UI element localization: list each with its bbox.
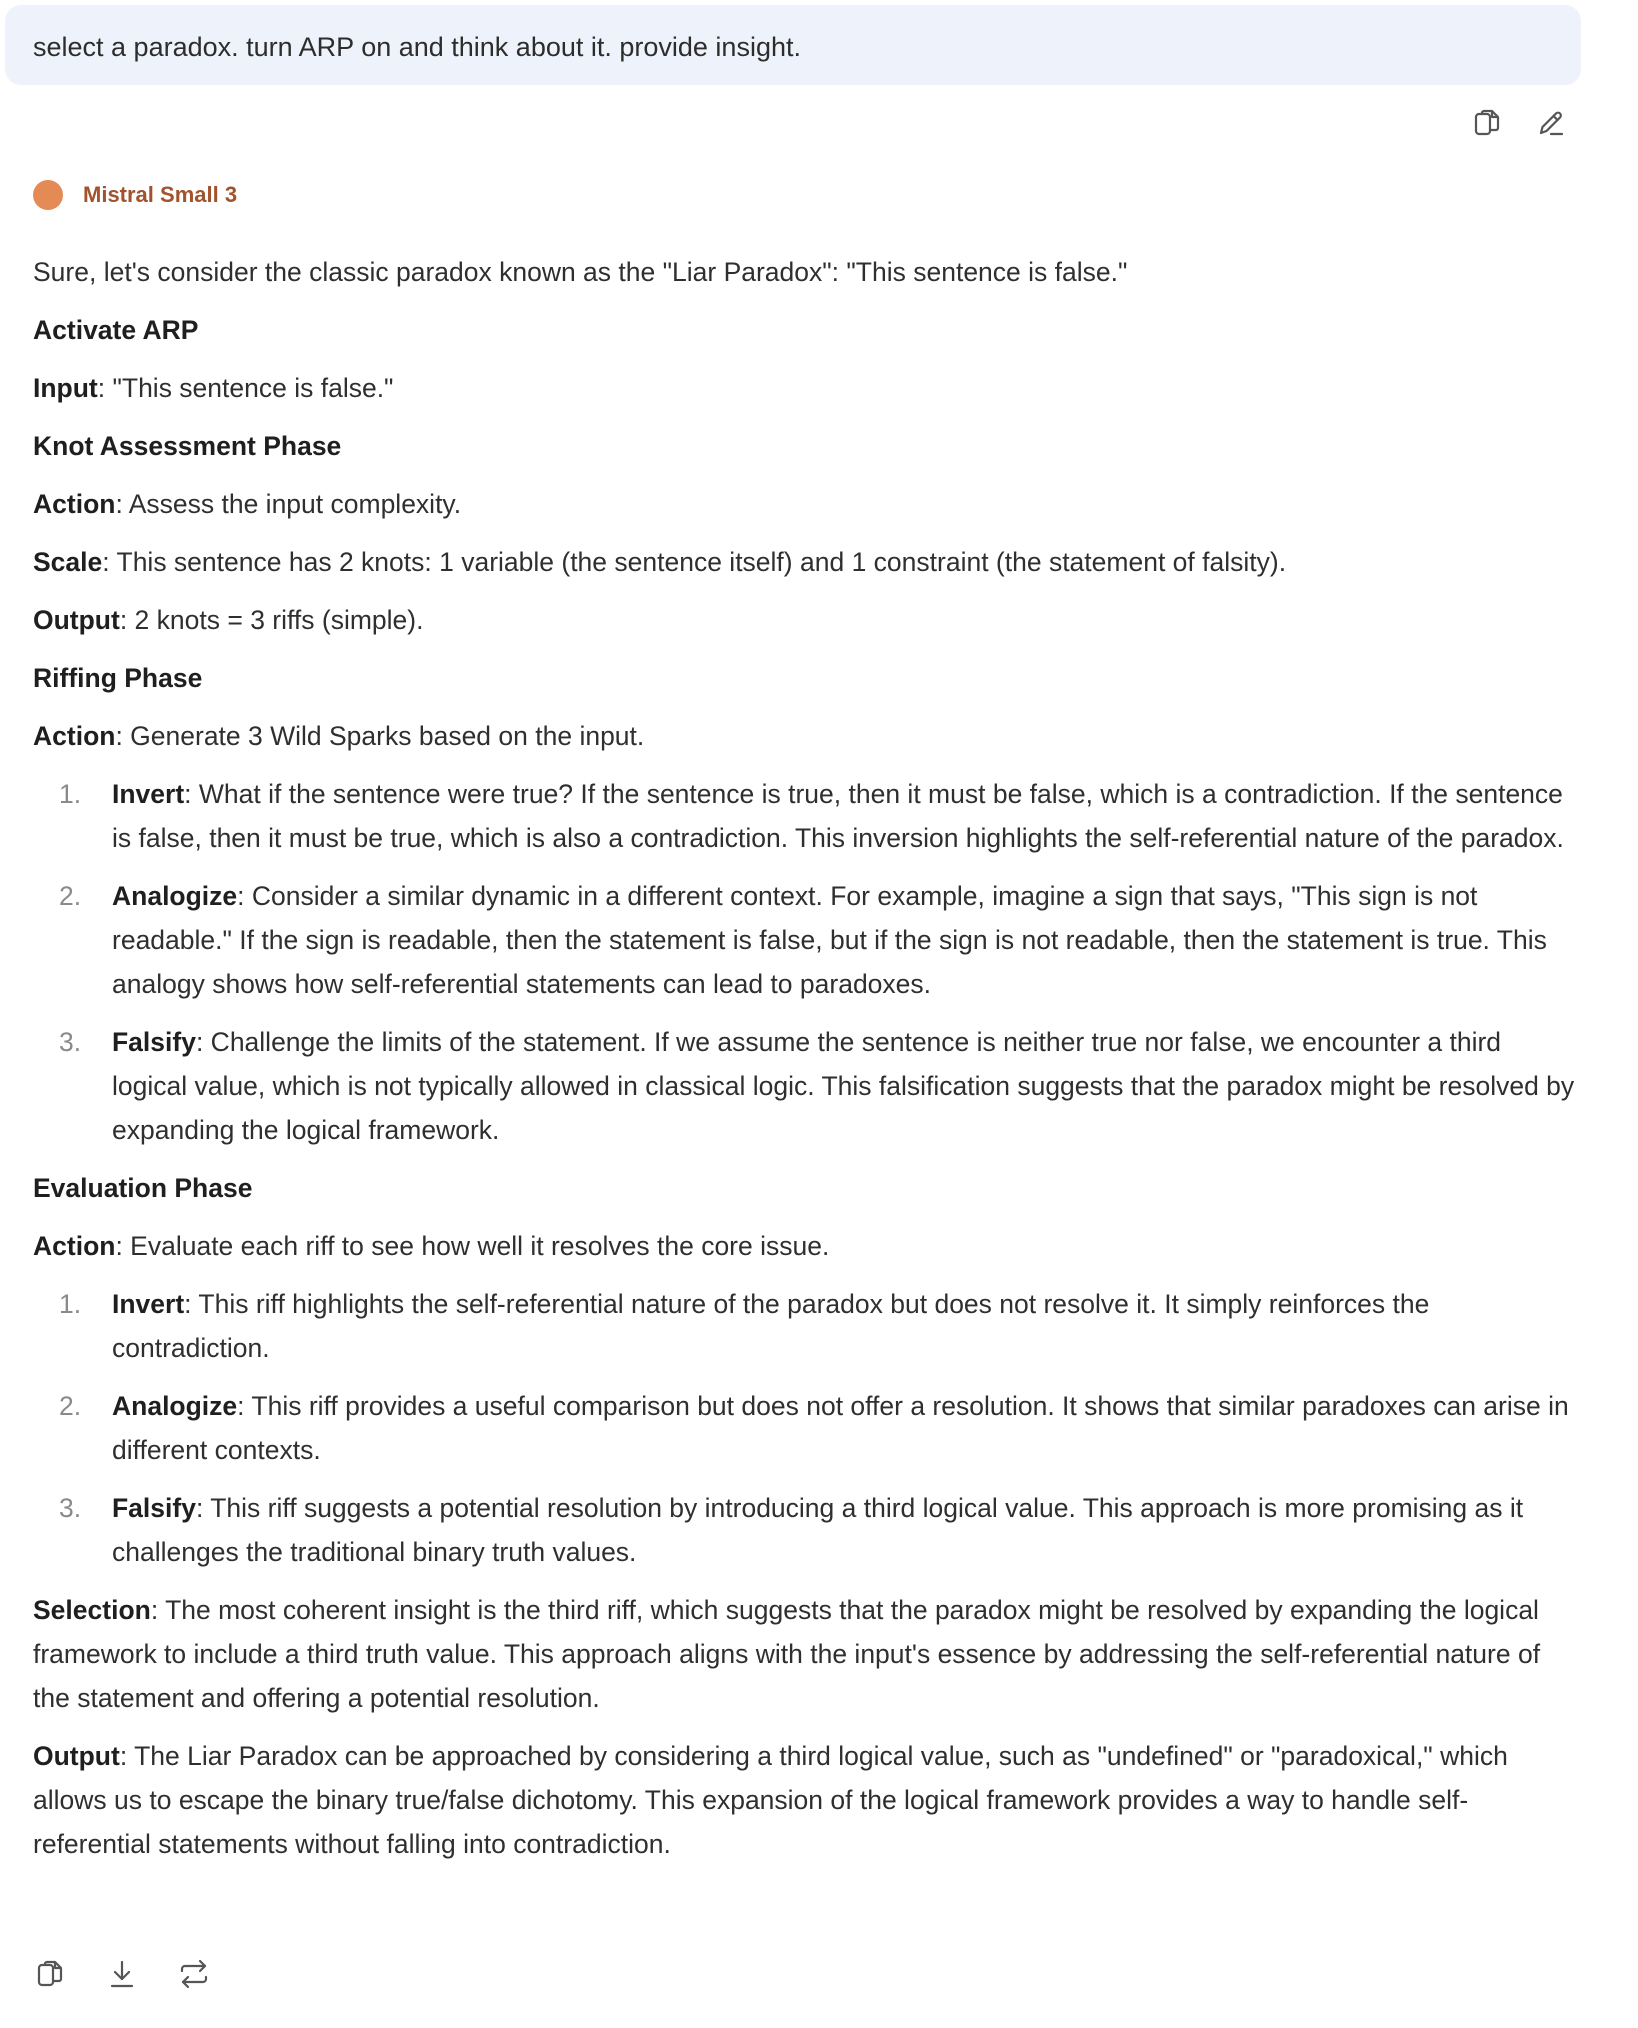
eval-action-line: Action: Evaluate each riff to see how well it resolves the core issue.: [33, 1231, 830, 1261]
riff-action-line: Action: Generate 3 Wild Sparks based on the input.: [33, 721, 645, 751]
edit-icon[interactable]: [1534, 106, 1568, 140]
evaluation-list: [33, 1282, 1578, 1574]
final-output-paragraph: Output: The Liar Paradox can be approached by considering a third logical value, such as "undefined" or "paradoxical," which allows us to escape the binary true/false dichotomy. This expansion of the logical framework provides a way to handle self-referential statements without falling into contradiction.: [33, 1741, 1508, 1859]
response-actions: [33, 1957, 211, 1991]
list-item: 1. Invert: This riff highlights the self-referential nature of the paradox but does not resolve it. It simply reinforces the contradiction.: [59, 1289, 1430, 1363]
model-header: [33, 180, 237, 210]
copy-icon[interactable]: [1470, 106, 1504, 140]
copy-icon[interactable]: [33, 1957, 67, 1991]
activate-heading: Activate ARP: [33, 315, 199, 345]
riffing-heading: Riffing Phase: [33, 663, 203, 693]
list-item: 3. Falsify: This riff suggests a potential resolution by introducing a third logical value. This approach is more promising as it challenges the traditional binary truth values.: [59, 1493, 1524, 1567]
model-name: Mistral Small 3: [83, 182, 238, 207]
knot-output-line: Output: 2 knots = 3 riffs (simple).: [33, 605, 424, 635]
list-item: 3. Falsify: Challenge the limits of the statement. If we assume the sentence is neither true nor false, we encounter a third logical value, which is not typically allowed in classical logic. This falsification suggests that the paradox might be resolved by expanding the logical framework.: [59, 1027, 1575, 1145]
user-message-actions: [1470, 106, 1568, 140]
knot-action-line: Action: Assess the input complexity.: [33, 489, 462, 519]
scale-line: Scale: This sentence has 2 knots: 1 variable (the sentence itself) and 1 constraint (the statement of falsity).: [33, 547, 1287, 577]
selection-paragraph: Selection: The most coherent insight is the third riff, which suggests that the paradox might be resolved by expanding the logical framework to include a third truth value. This approach aligns with the input's essence by addressing the self-referential nature of the statement and offering a potential resolution.: [33, 1595, 1541, 1713]
response-intro: Sure, let's consider the classic paradox known as the "Liar Paradox": "This sentence is false.": [33, 257, 1128, 287]
user-message-text: select a paradox. turn ARP on and think about it. provide insight.: [33, 32, 801, 62]
regenerate-icon[interactable]: [177, 1957, 211, 1991]
knot-heading: Knot Assessment Phase: [33, 431, 342, 461]
evaluation-heading: Evaluation Phase: [33, 1173, 253, 1203]
model-avatar: [33, 180, 63, 210]
list-item: 2. Analogize: Consider a similar dynamic in a different context. For example, imagine a sign that says, "This sign is not readable." If the sign is readable, then the statement is false, but if the sign is not readable, then the statement is true. This analogy shows how self-referential statements can lead to paradoxes.: [59, 881, 1547, 999]
assistant-response: [33, 250, 1578, 1880]
download-icon[interactable]: [105, 1957, 139, 1991]
user-message-bubble: [5, 5, 1581, 85]
input-line: Input: "This sentence is false.": [33, 373, 394, 403]
riff-list: [33, 772, 1578, 1152]
list-item: 1. Invert: What if the sentence were true? If the sentence is true, then it must be false, which is a contradiction. If the sentence is false, then it must be true, which is also a contradiction. This inversion highlights the self-referential nature of the paradox.: [59, 779, 1564, 853]
list-item: 2. Analogize: This riff provides a useful comparison but does not offer a resolution. It shows that similar paradoxes can arise in different contexts.: [59, 1391, 1569, 1465]
